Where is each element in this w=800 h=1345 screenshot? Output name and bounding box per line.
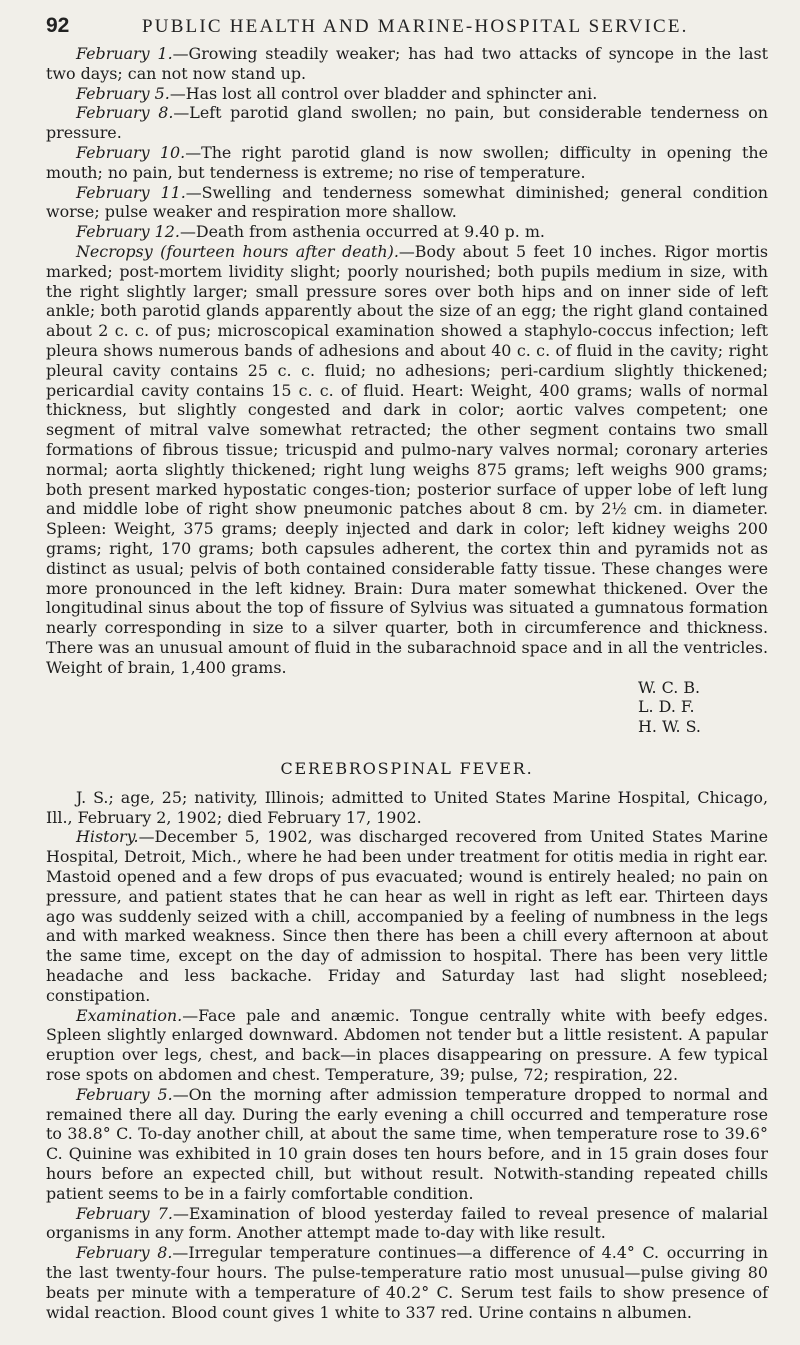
entry-text: —December 5, 1902, was discharged recovered from United States Marine Hospital, Detroit, Mich., where he had been under treatment for otitis media in right ear. Mastoid opened and a few drops of pus evacuated; wound is entirely healed; no pain on pressure, and patient states that he can hear as well in right as left ear. Thirteen days ago was suddenly seized with a chill, accompanied by a feeling of numbness in the legs and with marked weakness. Since then there has been a chill every afternoon at about the same time, except on the day of admission to hospital. There has been very little headache and less backache. Friday and Saturday last had slight nosebleed; constipation. — [46, 827, 768, 1005]
necropsy-entry — [46, 242, 768, 678]
running-title: PUBLIC HEALTH AND MARINE-HOSPITAL SERVICE. — [142, 16, 689, 37]
case1-entry — [46, 222, 768, 242]
entry-text: —The right parotid gland is now swollen; difficulty in opening the mouth; no pain, but tenderness is extreme; no rise of temperature. — [46, 142, 769, 182]
entry-text: —Face pale and anæmic. Tongue centrally white with beefy edges. Spleen slightly enlarged downward. Abdomen not tender but a little resistent. A papular eruption over legs, chest, and back—in places disappearing on pressure. A few typical rose spots on abdomen and chest. Temperature, 39; pulse, 72; respiration, 22. — [46, 1005, 768, 1085]
case1-entry — [46, 183, 768, 223]
case2-entry — [46, 827, 768, 1005]
signature-initials: W. C. B. — [638, 677, 701, 697]
entry-date: February 11. — [76, 182, 186, 202]
page-header — [46, 14, 768, 38]
entry-text: —Irregular temperature continues—a difference of 4.4° C. occurring in the last twenty-four hours. The pulse-temperature ratio most unusual—pulse giving 80 beats per minute with a temperature of 40.2° C. Serum test fails to show presence of widal reaction. Blood count gives 1 white to 337 red. Urine contains n albumen. — [46, 1243, 768, 1322]
page-number: 92 — [46, 14, 70, 37]
entry-text: —Growing steadily weaker; has had two attacks of syncope in the last two days; can not now stand up. — [46, 44, 768, 83]
entry-text: —On the morning after admission temperature dropped to normal and remained there all day. During the early evening a chill occurred and temperature rose to 38.8° C. To-day another chill, at about the same time, when temperature rose to 39.6° C. Quinine was exhibited in 10 grain doses ten hours before, and in 15 grain doses four hours before an expected chill, but without result. Notwith-standing repeated chills patient seems to be in a fairly comfortable condition. — [46, 1084, 768, 1203]
entry-text: —Death from asthenia occurred at 9.40 p. m. — [179, 222, 545, 242]
entry-date: February 5. — [76, 1084, 173, 1104]
case2-entry — [46, 1085, 768, 1204]
entry-date: February 8. — [76, 1243, 173, 1263]
case1-entry — [46, 84, 768, 104]
signature-initials: H. W. S. — [638, 717, 701, 737]
section-title: CEREBROSPINAL FEVER. — [280, 758, 534, 778]
entry-text: —Swelling and tenderness somewhat diminished; general condition worse; pulse weaker and respiration more shallow. — [46, 182, 768, 222]
case1-entry — [46, 103, 768, 143]
case2-entry — [46, 1204, 768, 1244]
entry-date: Examination. — [76, 1005, 183, 1025]
entry-date: February 5. — [76, 83, 170, 103]
signatures — [46, 678, 768, 737]
entry-text: —Has lost all control over bladder and sphincter ani. — [169, 83, 598, 103]
case1-entry — [46, 44, 768, 84]
case2-notes — [46, 788, 768, 1323]
case1-notes — [46, 44, 768, 678]
entry-date: History. — [76, 827, 139, 847]
entry-date: February 12. — [76, 222, 180, 242]
case2-entry — [46, 1243, 768, 1322]
entry-text: —Body about 5 feet 10 inches. Rigor mortis marked; post-mortem lividity slight; poorly nourished; both pupils medium in size, with the right slightly larger; small pressure sores over both hips and on inner side of left ankle; both parotid glands apparently about the size of an egg; the right gland contained about 2 c. c. of pus; microscopical examination showed a staphylo-coccus infection; left pleura shows numerous bands of adhesions and about 40 c. c. of fluid in the cavity; right pleural cavity contains 25 c. c. fluid; no adhesions; peri-cardium slightly thickened; pericardial cavity contains 15 c. c. of fluid. Heart: Weight, 400 grams; walls of normal thickness, but slightly congested and dark in color; aortic valves competent; one segment of mitral valve somewhat retracted; the other segment contains two small formations of fibrous tissue; tricuspid and pulmo-nary valves normal; coronary arteries normal; aorta slightly thickened; right lung weighs 875 grams; left weighs 900 grams; both present marked hypostatic conges-tion; posterior surface of upper lobe of left lung and middle lobe of right show pneumonic patches about 8 cm. by 2½ cm. in diameter. Spleen: Weight, 375 grams; deeply injected and dark in color; left kidney weighs 200 grams; right, 170 grams; both capsules adherent, the cortex thin and pyramids not as distinct as usual; pelvis of both contained considerable fatty tissue. These changes were more pronounced in the left kidney. Brain: Dura mater somewhat thickened. Over the longitudinal sinus about the top of fissure of Sylvius was situated a gumnatous formation nearly corresponding in size to a silver quarter, both in circumference and thickness. There was an unusual amount of fluid in the subarachnoid space and in all the ventricles. Weight of brain, 1,400 grams. — [46, 241, 768, 677]
entry-date: February 8. — [76, 103, 174, 123]
case2-entry — [46, 1006, 768, 1085]
entry-text: —Examination of blood yesterday failed to reveal presence of malarial organisms in any form. Another attempt made to-day with like result. — [46, 1203, 768, 1243]
signature-initials: L. D. F. — [638, 697, 695, 717]
entry-date: February 7. — [76, 1203, 173, 1223]
case2-intro: J. S.; age, 25; nativity, Illinois; admitted to United States Marine Hospital, Chicago, Ill., February 2, 1902; died February 17, 1902. — [46, 787, 768, 827]
entry-date: February 10. — [76, 142, 186, 162]
entry-date: Necropsy (fourteen hours after death). — [76, 241, 399, 261]
case1-entry — [46, 143, 768, 183]
entry-text: —Left parotid gland swollen; no pain, but considerable tenderness on pressure. — [46, 103, 769, 143]
entry-date: February 1. — [76, 44, 173, 63]
